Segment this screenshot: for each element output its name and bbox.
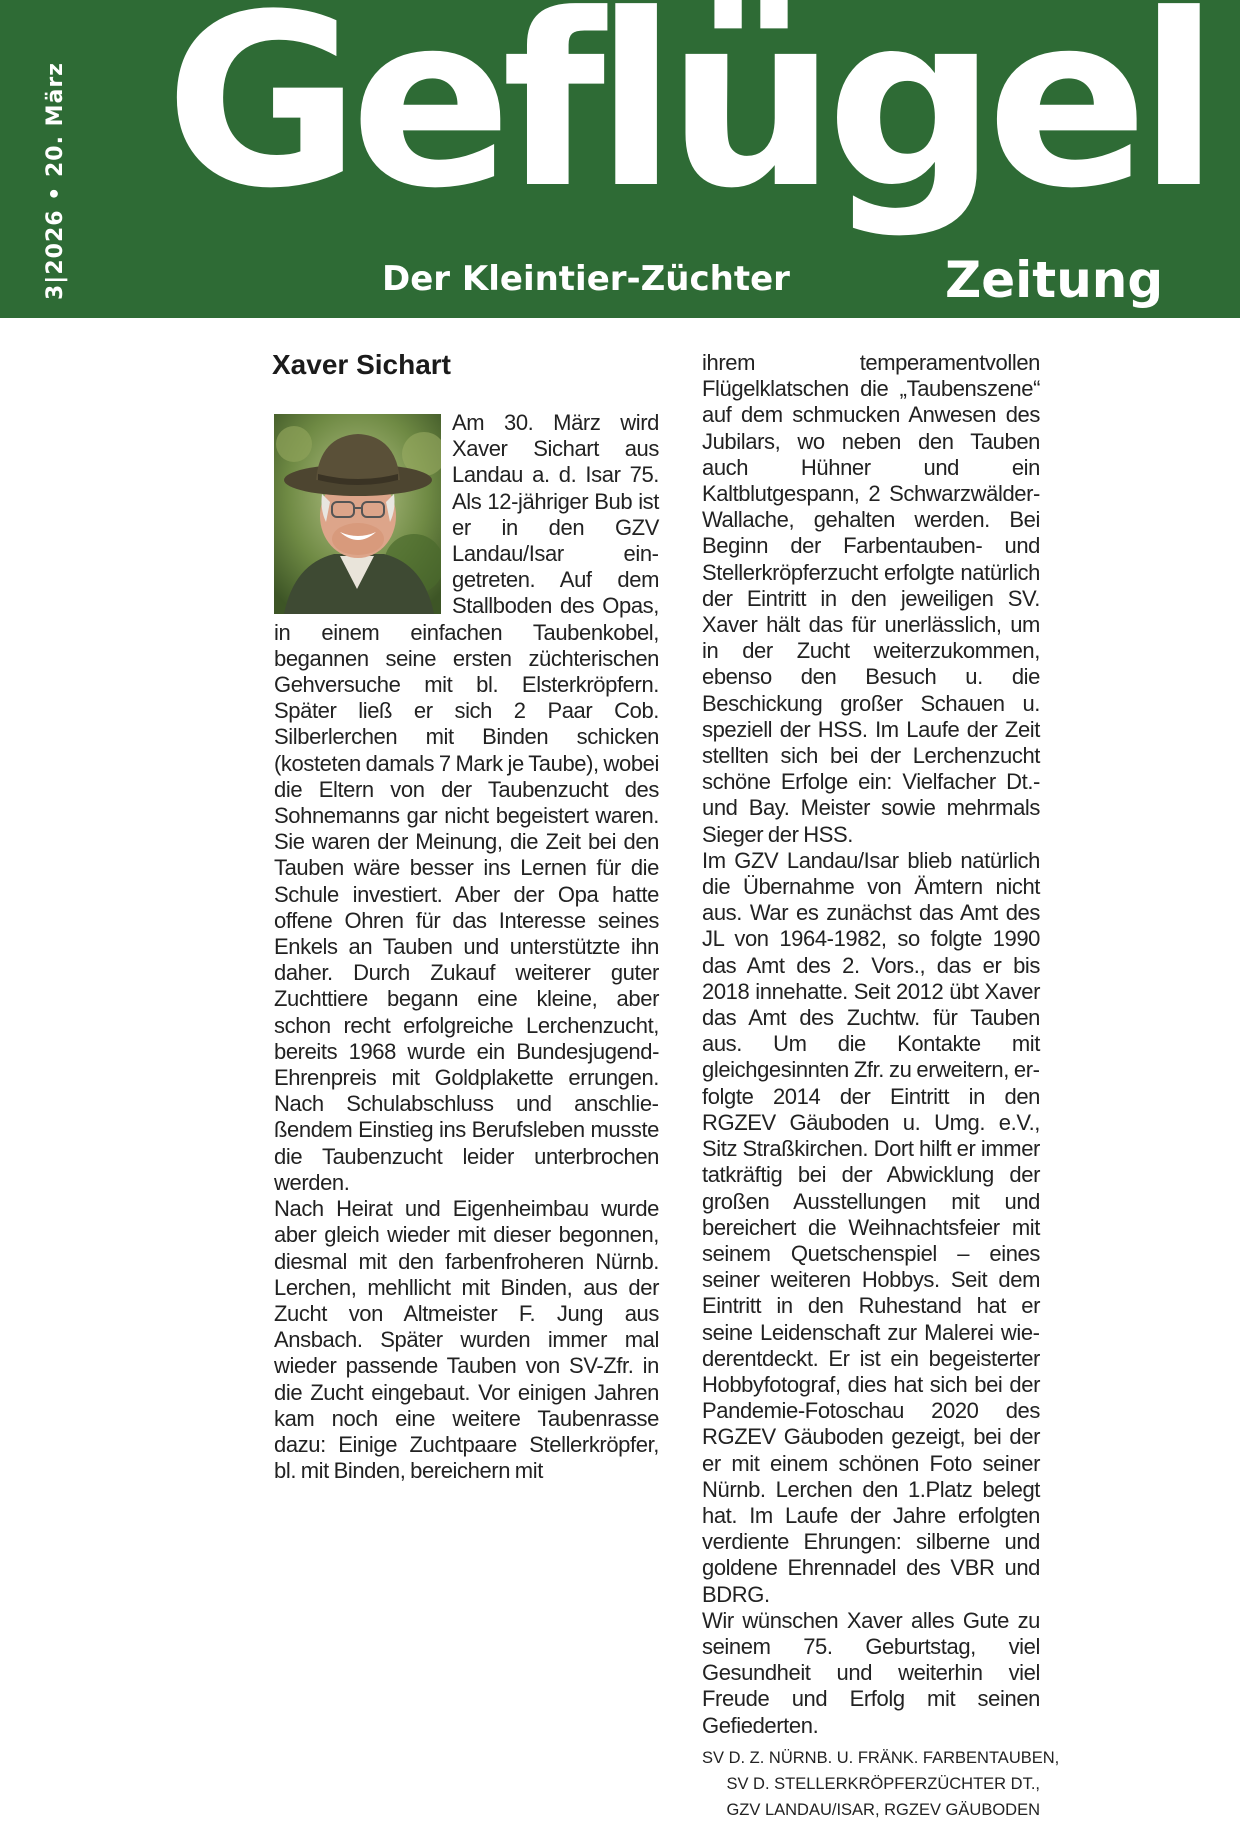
issue-date: 3|2026 • 20. März: [43, 62, 68, 300]
article-paragraph: ihrem temperamentvollen Flügelklatschen die „Taubenszene“ auf dem schmucken Anwesen des Jubilars, wo neben den Tauben auch Hühner und ein Kaltblutgespann, 2 Schwarzwälder-Wallache, gehalten werden. Bei Beginn der Farbentauben- und Stellerkröpferzucht erfolgte natürlich der Eintritt in den jeweiligen SV. Xaver hält das für unerlässlich, um in der Zucht weiterzukommen, ebenso den Besuch u. die Beschickung großer Schauen u. speziell der HSS. Im Laufe der Zeit stellten sich bei der Lerchenzucht schöne Erfolge ein: Vielfacher Dt.- und Bay. Meister sowie mehrmals Sieger der HSS.: [702, 350, 1040, 847]
article-column-left: [274, 410, 659, 1484]
article-column-right: [702, 350, 1060, 1823]
signature-line: SV D. STELLERKRÖPFERZÜCHTER DT.,: [726, 1774, 1040, 1793]
magazine-title: Geflügel: [165, 0, 1210, 241]
photo-wrap-space: [274, 410, 452, 612]
masthead: [0, 0, 1240, 318]
signature-line: SV D. Z. NÜRNB. U. FRÄNK. FARBENTAUBEN,: [702, 1748, 1060, 1767]
magazine-title-suffix: Zeitung: [945, 251, 1164, 309]
magazine-subtitle: Der Kleintier-Züchter: [382, 259, 790, 299]
article-headline: Xaver Sichart: [272, 349, 451, 380]
article-paragraph: Wir wünschen Xaver alles Gute zu seinem 75. Geburtstag, viel Gesundheit und weiterhin viel Freude und Erfolg mit seinen Gefiederten.: [702, 1607, 1040, 1738]
article-paragraph: Am 30. März wird Xaver Sichart aus Landau a. d. Isar 75. Als 12-jähriger Bub ist er in den GZV Landau/Isar eingetreten. Auf dem Stallboden des Opas, in einem einfachen Taubenkobel, begannen seine ersten züchterischen Gehversuche mit bl. Elsterkröpfern. Später ließ er sich 2 Paar Cob. Silberlerchen mit Binden schicken (kosteten damals 7 Mark je Taube), wobei die Eltern von der Taubenzucht des Sohnemanns gar nicht begeistert waren. Sie waren der Meinung, die Zeit bei den Tauben wäre besser ins Lernen für die Schule investiert. Aber der Opa hatte offene Ohren für das Interesse seines Enkels an Tauben und unterstützte ihn daher. Durch Zukauf weiterer guter Zuchttiere begann eine kleine, aber schon recht erfolgreiche Lerchenzucht, bereits 1968 wurde ein Bundesjugend-Ehrenpreis mit Goldplakette errungen. Nach Schulabschluss und anschließendem Einstieg ins Berufsleben musste die Taubenzucht leider unterbrochen werden.: [274, 410, 659, 1195]
article-signature: [702, 1745, 1060, 1823]
article-paragraph: Im GZV Landau/Isar blieb natürlich die Übernahme von Ämtern nicht aus. War es zunächst das Amt des JL von 1964-1982, so folgte 1990 das Amt des 2. Vors., das er bis 2018 innehatte. Seit 2012 übt Xaver das Amt des Zuchtw. für Tauben aus. Um die Kontakte mit gleichgesinnten Zfr. zu erweitern, erfolgte 2014 der Eintritt in den RGZEV Gäuboden u. Umg. e.V., Sitz Straßkirchen. Dort hilft er immer tatkräftig bei der Abwicklung der großen Ausstellungen mit und bereichert die Weihnachtsfeier mit seinem Quetschenspiel – eines seiner weiteren Hobbys. Seit dem Eintritt in den Ruhestand hat er seine Leidenschaft zur Malerei wiederentdeckt. Er ist ein begeisterter Hobbyfotograf, dies hat sich bei der Pandemie-Fotoschau 2020 des RGZEV Gäuboden gezeigt, bei der er mit einem schönen Foto seiner Nürnb. Lerchen den 1.Platz belegt hat. Im Laufe der Jahre erfolgten verdiente Ehrungen: silberne und goldene Ehrennadel des VBR und BDRG.: [702, 847, 1040, 1607]
signature-line: GZV LANDAU/ISAR, RGZEV GÄUBODEN: [726, 1800, 1040, 1819]
article-paragraph: Nach Heirat und Eigenheimbau wurde aber gleich wieder mit dieser begonnen, diesmal mit den farbenfroheren Nürnb. Lerchen, mehllicht mit Binden, aus der Zucht von Altmeister F. Jung aus Ansbach. Später wurden immer mal wieder passende Tauben von SV-Zfr. in die Zucht eingebaut. Vor einigen Jahren kam noch eine weitere Taubenrasse dazu: Einige Zuchtpaare Stellerkröpfer, bl. mit Binden, bereichern mit: [274, 1196, 659, 1484]
